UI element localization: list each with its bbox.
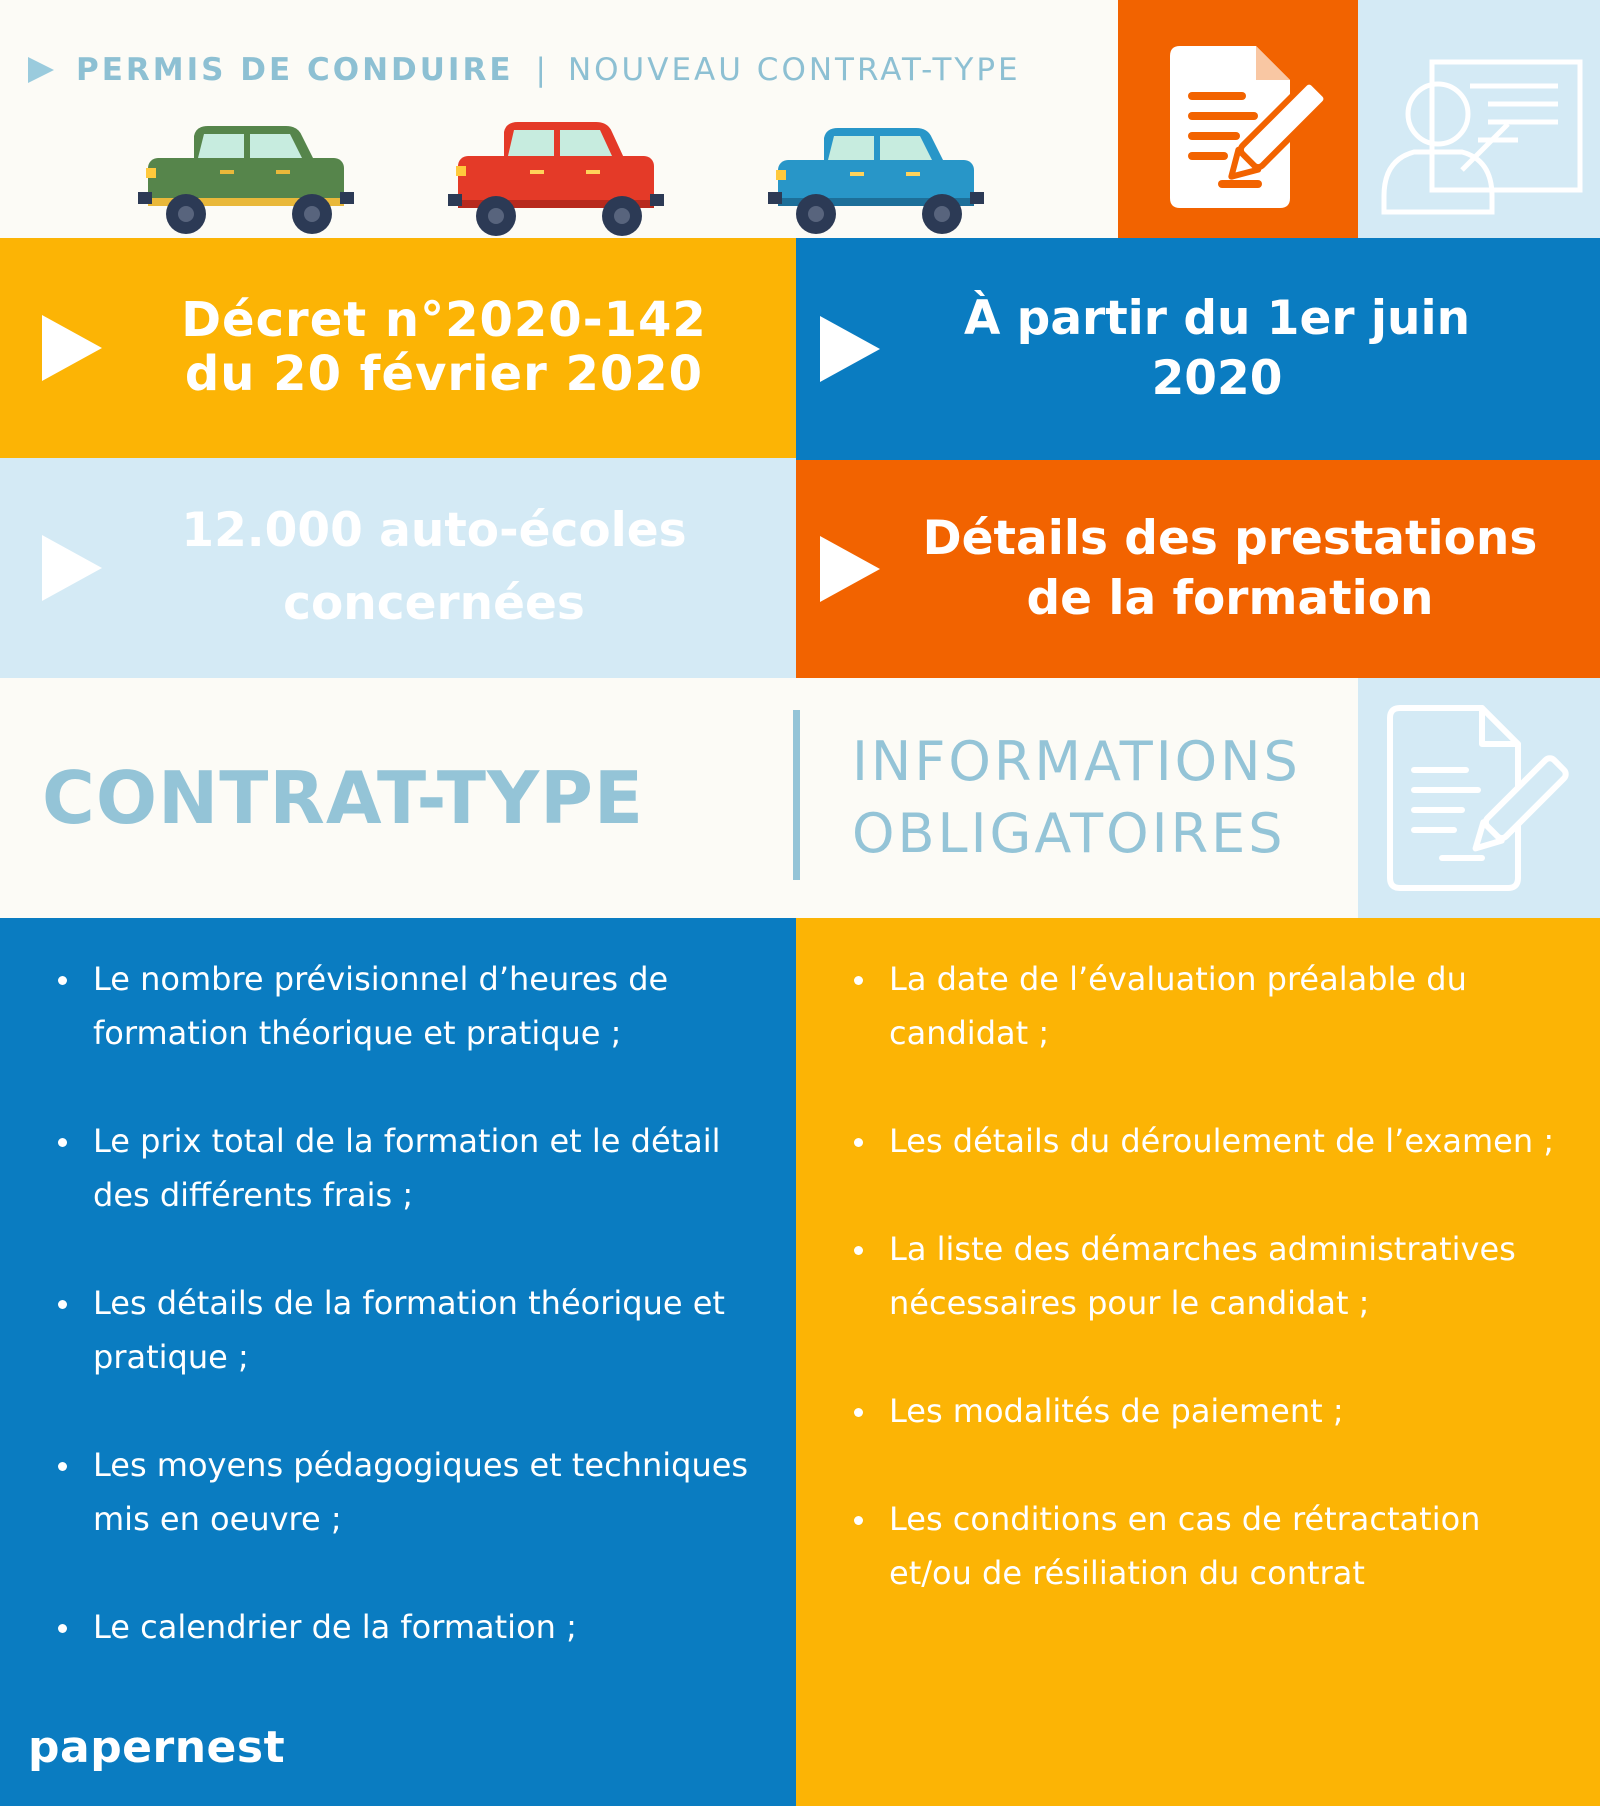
details-block [796,460,1600,678]
list-item: La date de l’évaluation préalable du candidat ; [796,952,1600,1060]
breadcrumb-category: PERMIS DE CONDUIRE [76,52,514,88]
red-car-icon [446,118,666,238]
bullet-icon [854,1408,863,1417]
details-text: Détails des prestations de la formation [922,510,1538,626]
right-list-panel [796,918,1600,1806]
section-subtitle [852,678,1301,918]
decree-text: Décret n°2020-142 du 20 février 2020 [181,292,707,402]
schools-text: 12.000 auto-écoles concernées [181,503,687,631]
breadcrumb [28,52,1021,88]
start-date-block [796,238,1600,460]
list-item: Le calendrier de la formation ; [0,1600,796,1654]
green-car-icon [136,118,356,238]
breadcrumb-separator: | [535,52,546,88]
brand-logo: papernest [28,1722,286,1773]
list-item: Les détails de la formation théorique et pratique ; [0,1276,796,1384]
presentation-tile [1358,0,1600,240]
list-item: La liste des démarches administratives nécessaires pour le candidat ; [796,1222,1600,1330]
bullet-icon [58,1624,67,1633]
bullet-icon [854,1246,863,1255]
play-arrow-icon [820,316,880,382]
right-list [796,952,1600,1654]
list-item: Le nombre prévisionnel d’heures de formation théorique et pratique ; [0,952,796,1060]
list-item: Les modalités de paiement ; [796,1384,1600,1438]
document-tile [1358,678,1600,918]
list-item: Les conditions en cas de rétractation et/ou de résiliation du contrat [796,1492,1600,1600]
decree-block [0,238,796,458]
schools-block [0,458,796,678]
list-item: Le prix total de la formation et le détail des différents frais ; [0,1114,796,1222]
play-arrow-icon [42,535,102,601]
bullet-icon [58,1300,67,1309]
document-edit-icon [1118,0,1358,240]
left-list-panel [0,918,796,1806]
presentation-person-icon [1358,0,1600,240]
document-edit-tile [1118,0,1358,240]
list-item: Les détails du déroulement de l’examen ; [796,1114,1600,1168]
list-item: Les moyens pédagogiques et techniques mis en oeuvre ; [0,1438,796,1546]
bullet-icon [854,976,863,985]
document-edit-outline-icon [1358,678,1600,918]
play-arrow-icon [42,315,102,381]
bullet-icon [58,1138,67,1147]
breadcrumb-subtitle: NOUVEAU CONTRAT-TYPE [567,52,1021,88]
blue-car-icon [766,118,986,238]
header [0,0,1118,238]
section-subtitle-line2: OBLIGATOIRES [852,802,1286,865]
section-title: CONTRAT-TYPE [42,756,645,840]
triangle-bullet-icon [28,57,54,83]
bullet-icon [58,1462,67,1471]
section-title-band [0,678,1600,918]
play-arrow-icon [820,536,880,602]
divider [793,710,800,880]
bullet-icon [854,1516,863,1525]
start-date-text: À partir du 1er juin 2020 [963,290,1471,406]
section-subtitle-line1: INFORMATIONS [852,729,1301,793]
left-list [0,952,796,1708]
bullet-icon [58,976,67,985]
bullet-icon [854,1138,863,1147]
